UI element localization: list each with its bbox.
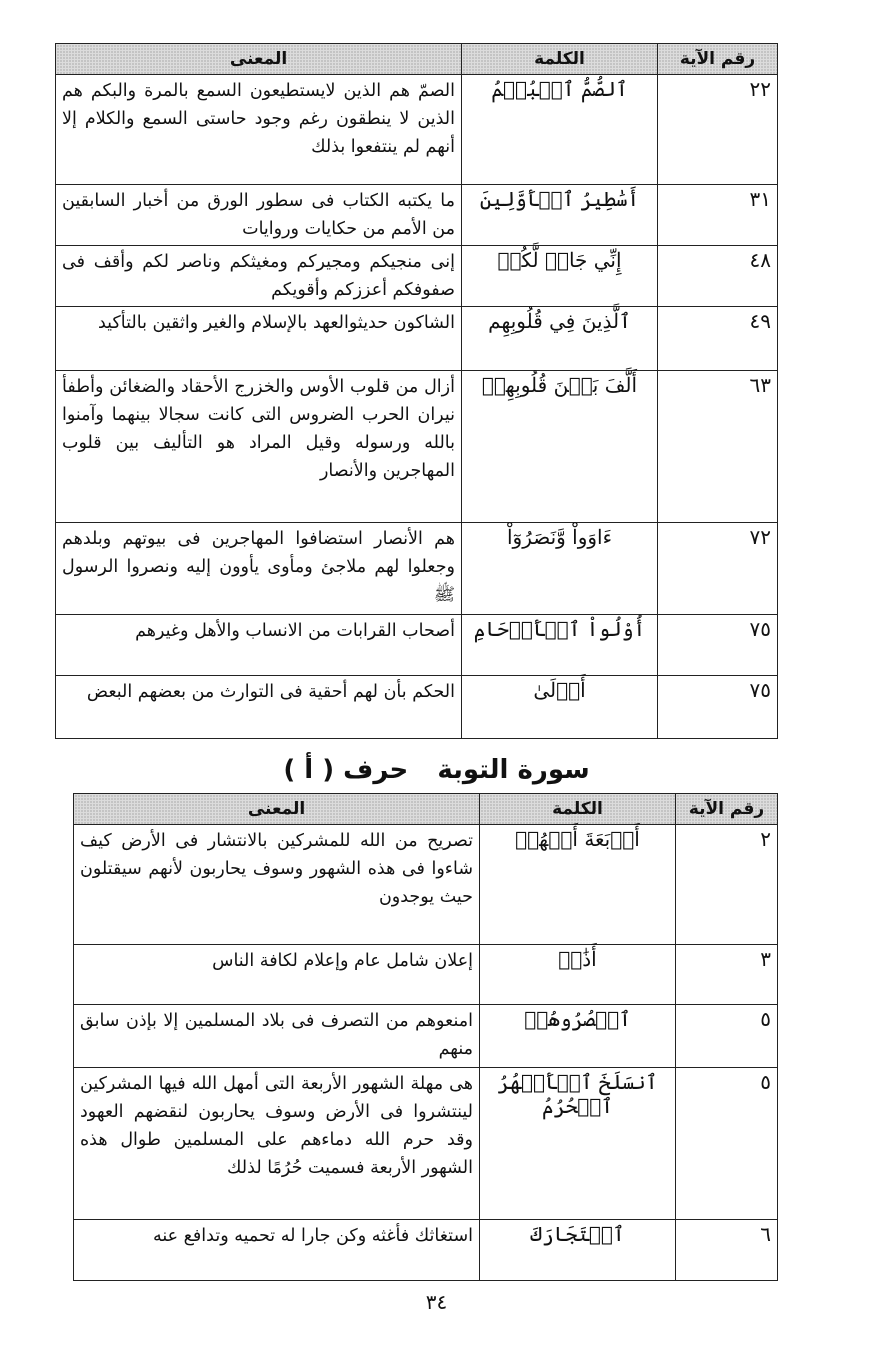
surah-name: سورة التوبة <box>437 755 590 785</box>
header-word: الكلمة <box>480 794 676 825</box>
quran-word: إِنِّي جَارٞ لَّكُمۡ <box>462 246 658 307</box>
quran-word: ٱنسَلَخَ ٱلۡأَشۡهُرُ ٱلۡحُرُمُ <box>480 1068 676 1220</box>
verse-number: ٣١ <box>658 185 778 246</box>
verse-number: ٥ <box>676 1068 778 1220</box>
glossary-table-tawbah <box>73 793 778 1281</box>
meaning-text: استغاثك فأغثه وكن جارا له تحميه وتدافع عنه <box>74 1220 480 1281</box>
meaning-text: إنى منجيكم ومجيركم ومغيثكم وناصر لكم وأقف فى صفوفكم أعززكم وأقويكم <box>56 246 462 307</box>
table-row <box>74 1005 778 1068</box>
table-row <box>56 307 778 371</box>
verse-number: ٦ <box>676 1220 778 1281</box>
header-meaning: المعنى <box>56 44 462 75</box>
quran-word: ٱسۡتَجَارَكَ <box>480 1220 676 1281</box>
meaning-text: تصريح من الله للمشركين بالانتشار فى الأرض كيف شاءوا فى هذه الشهور وسوف يحاربون لأنهم سيقتلون حيث يوجدون <box>74 825 480 945</box>
verse-number: ٣ <box>676 945 778 1005</box>
table-row <box>56 371 778 523</box>
table-row <box>74 945 778 1005</box>
verse-number: ٧٢ <box>658 523 778 615</box>
table-row <box>56 523 778 615</box>
quran-word: ٱلَّذِينَ فِي قُلُوبِهِم <box>462 307 658 371</box>
quran-word: أُوْلُواْ ٱلۡأَرۡحَامِ <box>462 615 658 676</box>
table-row <box>74 1068 778 1220</box>
meaning-text: الحكم بأن لهم أحقية فى التوارث من بعضهم البعض <box>56 676 462 739</box>
table-row <box>74 825 778 945</box>
meaning-text: هى مهلة الشهور الأربعة التى أمهل الله فيها المشركين لينتشروا فى الأرض وسوف يحاربون لنقضهم العهود وقد حرم الله دماءهم على المسلمين طوال هذه الشهور الأربعة فسميت حُرُمًا لذلك <box>74 1068 480 1220</box>
verse-number: ٥ <box>676 1005 778 1068</box>
quran-word: أَذَٰنٞ <box>480 945 676 1005</box>
verse-number: ٤٨ <box>658 246 778 307</box>
meaning-text: هم الأنصار استضافوا المهاجرين فى بيوتهم وبلدهم وجعلوا لهم ملاجئ ومأوى يأوون إليه ونصروا الرسول ﷺ <box>56 523 462 615</box>
meaning-text: إعلان شامل عام وإعلام لكافة الناس <box>74 945 480 1005</box>
quran-word: أَلَّفَ بَيۡنَ قُلُوبِهِمۡ <box>462 371 658 523</box>
table-row <box>56 676 778 739</box>
verse-number: ٧٥ <box>658 615 778 676</box>
meaning-text: الصمّ هم الذين لايستطيعون السمع بالمرة والبكم هم الذين لا ينطقون رغم وجود حاستى السمع والكلام إلا أنهم لم ينتفعوا بذلك <box>56 75 462 185</box>
verse-number: ٢٢ <box>658 75 778 185</box>
meaning-text: امنعوهم من التصرف فى بلاد المسلمين إلا بإذن سابق منهم <box>74 1005 480 1068</box>
quran-word: أَرۡبَعَةَ أَشۡهُرٖ <box>480 825 676 945</box>
header-verse-number: رقم الآية <box>658 44 778 75</box>
letter-label: حرف ( أ ) <box>283 755 409 785</box>
glossary-table-anfal <box>55 43 778 739</box>
table-header-row <box>56 44 778 75</box>
verse-number: ٢ <box>676 825 778 945</box>
header-verse-number: رقم الآية <box>676 794 778 825</box>
table-row <box>74 1220 778 1281</box>
quran-word: ٱلصُّمُّ ٱلۡبُكۡمُ <box>462 75 658 185</box>
verse-number: ٦٣ <box>658 371 778 523</box>
quran-word: ءَاوَواْ وَّنَصَرُوٓاْ <box>462 523 658 615</box>
header-meaning: المعنى <box>74 794 480 825</box>
header-word: الكلمة <box>462 44 658 75</box>
verse-number: ٧٥ <box>658 676 778 739</box>
section-title <box>0 755 873 785</box>
table-row <box>56 615 778 676</box>
table-header-row <box>74 794 778 825</box>
meaning-text: أزال من قلوب الأوس والخزرج الأحقاد والضغائن وأطفأ نيران الحرب الضروس التى كانت سجالا بينهما وآمنوا بالله ورسوله وقيل المراد هو التأليف بين قلوب المهاجرين والأنصار <box>56 371 462 523</box>
page-number: ٣٤ <box>425 1290 448 1314</box>
verse-number: ٤٩ <box>658 307 778 371</box>
meaning-text: أصحاب القرابات من الانساب والأهل وغيرهم <box>56 615 462 676</box>
table-row <box>56 75 778 185</box>
quran-word: ٱحۡصُرُوهُمۡ <box>480 1005 676 1068</box>
meaning-text: الشاكون حديثوالعهد بالإسلام والغير واثقين بالتأكيد <box>56 307 462 371</box>
table-row <box>56 185 778 246</box>
quran-word: أَوۡلَىٰ <box>462 676 658 739</box>
quran-word: أَسَٰطِيرُ ٱلۡأَوَّلِينَ <box>462 185 658 246</box>
table-row <box>56 246 778 307</box>
meaning-text: ما يكتبه الكتاب فى سطور الورق من أخبار السابقين من الأمم من حكايات وروايات <box>56 185 462 246</box>
